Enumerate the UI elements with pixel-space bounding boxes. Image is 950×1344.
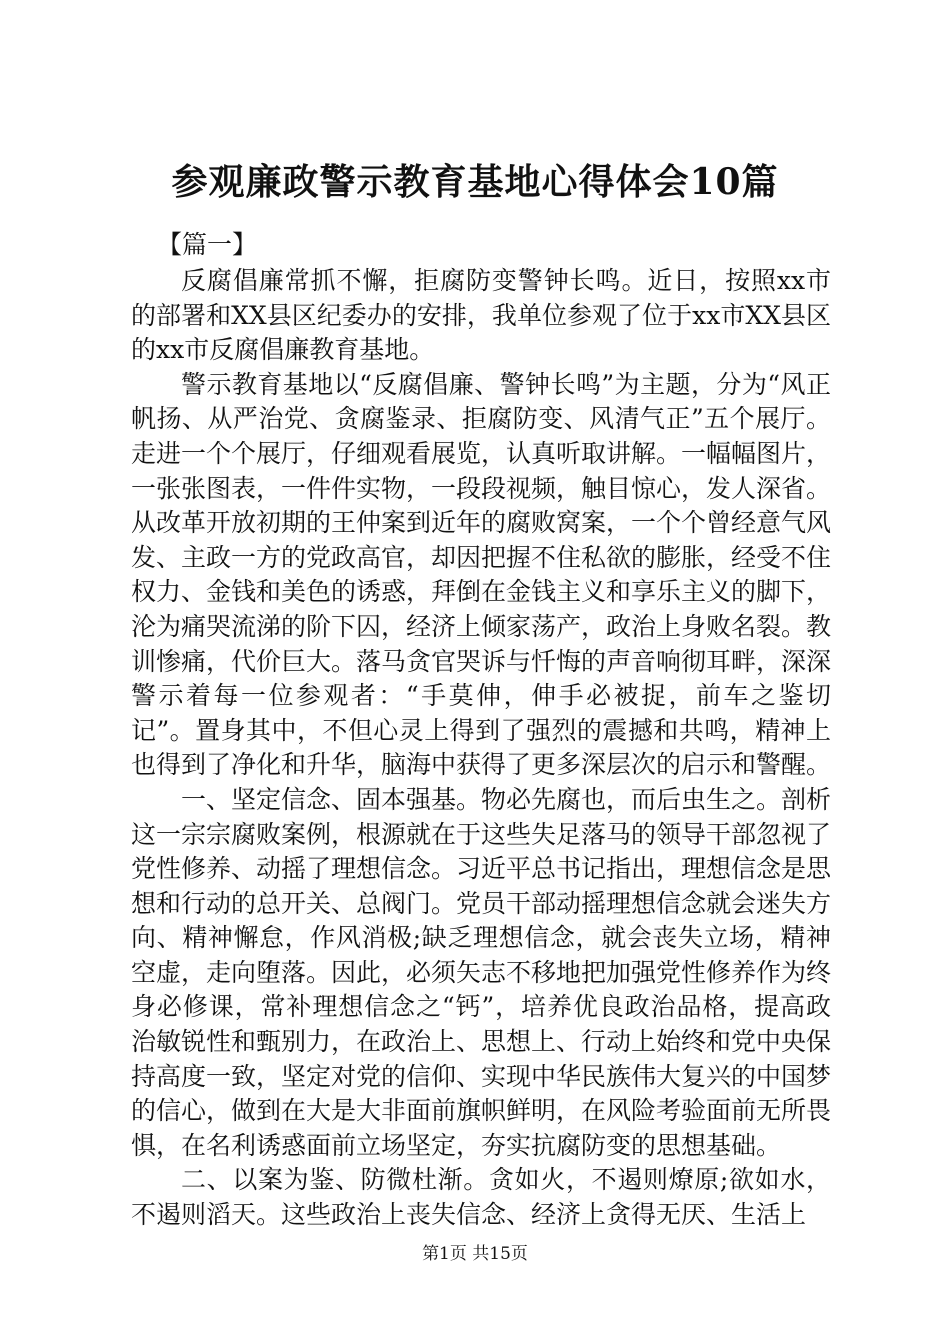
paragraph-1: 反腐倡廉常抓不懈，拒腐防变警钟长鸣。近日，按照xx市的部署和XX县区纪委办的安排，我单位参观了位于xx市XX县区的xx市反腐倡廉教育基地。	[131, 266, 831, 365]
document-body	[131, 264, 831, 1233]
section-label: 【篇一】	[157, 230, 258, 259]
document-title: 参观廉政警示教育基地心得体会10篇	[171, 161, 779, 203]
paragraph-4: 二、以案为鉴、防微杜渐。贪如火，不遏则燎原;欲如水，不遏则滔天。这些政治上丧失信念、经济上贪得无厌、生活上	[131, 1165, 831, 1230]
paragraph-3: 一、坚定信念、固本强基。物必先腐也，而后虫生之。剖析这一宗宗腐败案例，根源就在于这些失足落马的领导干部忽视了党性修养、动摇了理想信念。习近平总书记指出，理想信念是思想和行动的总开关、总阀门。党员干部动摇理想信念就会迷失方向、精神懈怠，作风消极;缺乏理想信念，就会丧失立场，精神空虚，走向堕落。因此，必须矢志不移地把加强党性修养作为终身必修课，常补理想信念之“钙”，培养优良政治品格，提高政治敏锐性和甄别力，在政治上、思想上、行动上始终和党中央保持高度一致，坚定对党的信仰、实现中华民族伟大复兴的中国梦的信心，做到在大是大非面前旗帜鲜明，在风险考验面前无所畏惧，在名利诱惑面前立场坚定，夯实抗腐防变的思想基础。	[131, 784, 832, 1160]
paragraph-2: 警示教育基地以“反腐倡廉、警钟长鸣”为主题，分为“风正帆扬、从严治党、贪腐鉴录、拒腐防变、风清气正”五个展厅。走进一个个展厅，仔细观看展览，认真听取讲解。一幅幅图片，一张张图表，一件件实物，一段段视频，触目惊心，发人深省。从改革开放初期的王仲案到近年的腐败窝案，一个个曾经意气风发、主政一方的党政高官，却因把握不住私欲的膨胀，经受不住权力、金钱和美色的诱惑，拜倒在金钱主义和享乐主义的脚下，沦为痛哭流涕的阶下囚，经济上倾家荡产，政治上身败名裂。教训惨痛，代价巨大。落马贪官哭诉与忏悔的声音响彻耳畔，深深警示着每一位参观者：“手莫伸，伸手必被捉，前车之鉴切记”。置身其中，不但心灵上得到了强烈的震撼和共鸣，精神上也得到了净化和升华，脑海中获得了更多深层次的启示和警醒。	[131, 369, 832, 780]
page-footer: 第1页 共15页	[422, 1244, 528, 1264]
